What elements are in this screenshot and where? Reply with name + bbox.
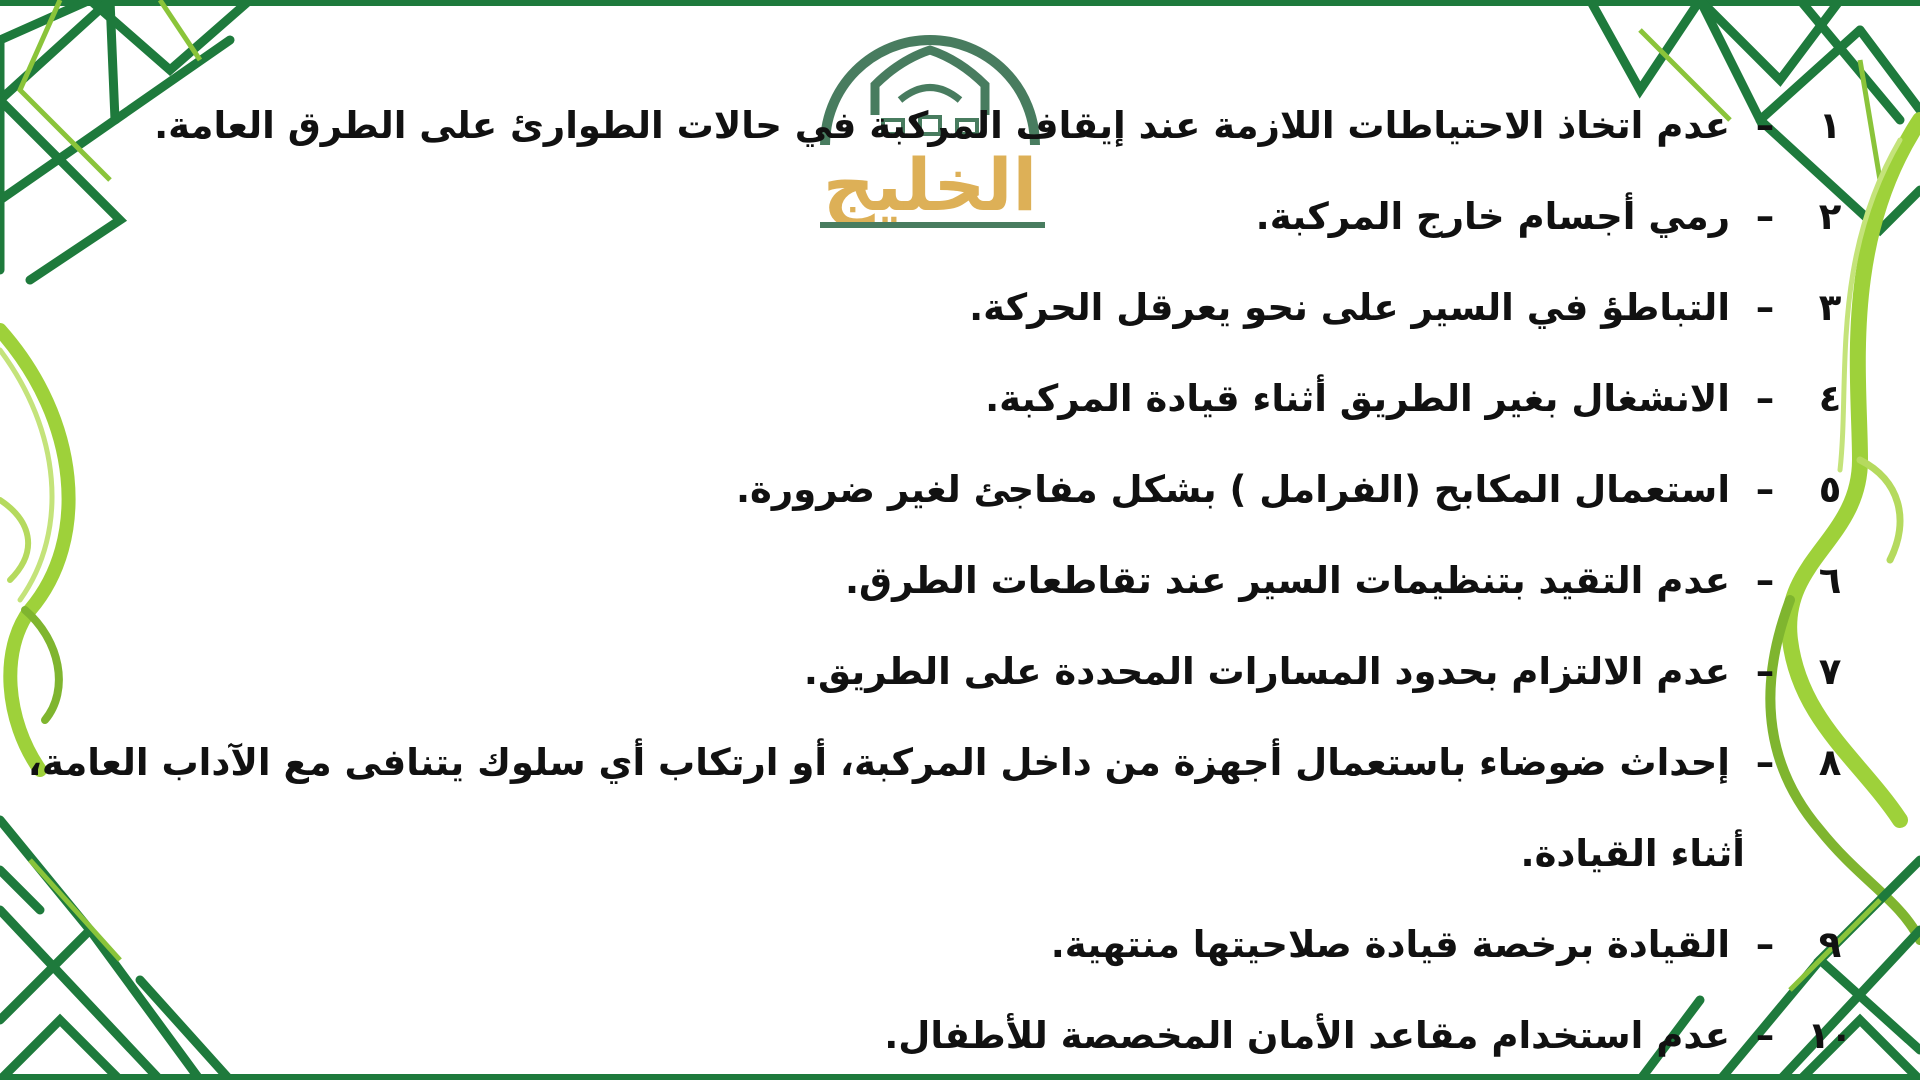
item-text: القيادة برخصة قيادة صلاحيتها منتهية. [1050, 923, 1730, 966]
item-dash: – [1755, 1014, 1775, 1057]
item-text: استعمال المكابح (الفرامل ) بشكل مفاجئ لغير ضرورة. [736, 468, 1730, 511]
item-number: ٧ [1818, 650, 1842, 693]
list-item [55, 990, 1860, 1081]
list-item [55, 262, 1860, 353]
list-item [55, 80, 1860, 171]
list-item [55, 626, 1860, 717]
list-item [55, 899, 1860, 990]
list-item-continuation: أثناء القيادة. [1520, 832, 1745, 875]
item-text: التباطؤ في السير على نحو يعرقل الحركة. [969, 286, 1730, 329]
item-dash: – [1755, 195, 1775, 238]
item-number: ٨ [1818, 741, 1842, 784]
item-dash: – [1755, 559, 1775, 602]
item-number: ٢ [1818, 195, 1842, 238]
list-item [55, 171, 1860, 262]
list-item [55, 444, 1860, 535]
violations-list [27, 80, 1860, 1081]
item-text: رمي أجسام خارج المركبة. [1255, 195, 1730, 238]
item-dash: – [1755, 923, 1775, 966]
item-text: عدم التقيد بتنظيمات السير عند تقاطعات الطرق. [844, 559, 1730, 602]
item-text: عدم الالتزام بحدود المسارات المحددة على الطريق. [803, 650, 1730, 693]
list-item [55, 535, 1860, 626]
item-text: عدم استخدام مقاعد الأمان المخصصة للأطفال. [884, 1014, 1730, 1057]
item-number: ٣ [1818, 286, 1842, 329]
list-item [27, 717, 1860, 808]
item-number: ٥ [1818, 468, 1842, 511]
item-text: إحداث ضوضاء باستعمال أجهزة من داخل المركبة، أو ارتكاب أي سلوك يتنافى مع الآداب العامة، [27, 741, 1730, 784]
item-dash: – [1755, 650, 1775, 693]
list-item [55, 353, 1860, 444]
item-number: ١٠ [1807, 1014, 1853, 1057]
item-number: ٦ [1818, 559, 1842, 602]
item-number: ٩ [1818, 923, 1842, 966]
item-number: ٤ [1818, 377, 1842, 420]
item-text: الانشغال بغير الطريق أثناء قيادة المركبة. [985, 377, 1730, 420]
item-dash: – [1755, 104, 1775, 147]
item-dash: – [1755, 377, 1775, 420]
item-number: ١ [1818, 104, 1842, 147]
logo-text: الخليج [822, 143, 1038, 227]
item-dash: – [1755, 741, 1775, 784]
item-dash: – [1755, 468, 1775, 511]
item-text: عدم اتخاذ الاحتياطات اللازمة عند إيقاف المركبة في حالات الطوارئ على الطرق العامة. [154, 104, 1730, 147]
item-dash: – [1755, 286, 1775, 329]
